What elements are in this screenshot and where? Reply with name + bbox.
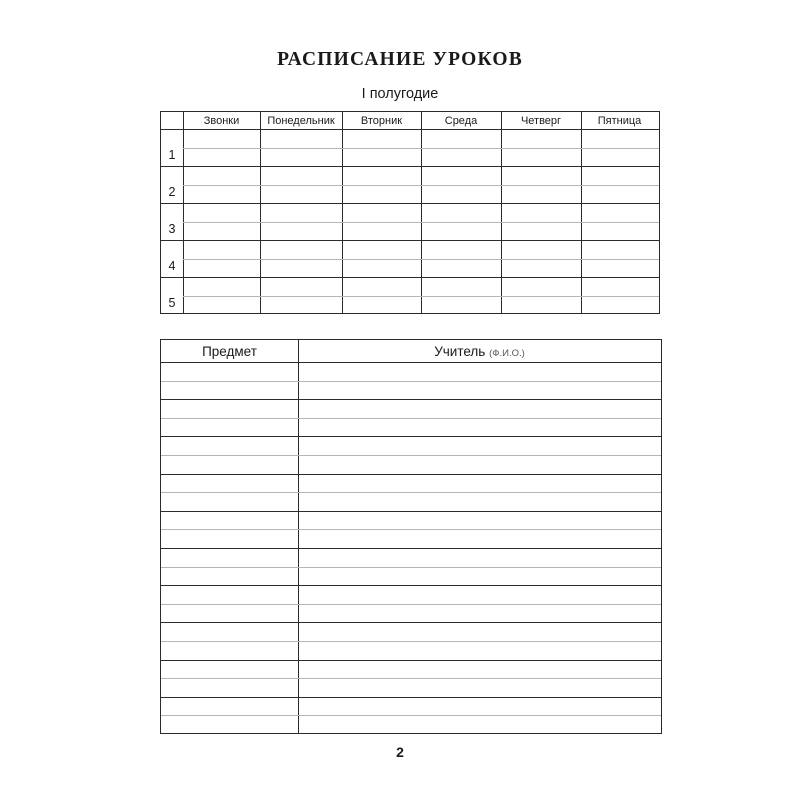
header-divider [161,129,659,130]
column-divider [581,112,582,313]
table-row-midline [161,678,661,679]
column-divider [421,112,422,313]
timetable-corner-cell [161,112,183,129]
table-row-divider [161,622,661,623]
table-row-divider [161,660,661,661]
table-row-divider [161,548,661,549]
table-row-divider [161,697,661,698]
lesson-row-midline [183,148,659,149]
table-row-midline [161,455,661,456]
table-row-midline [161,604,661,605]
lesson-number: 1 [168,148,176,162]
table-row-divider [161,585,661,586]
lesson-row-divider [161,166,659,167]
table-row-divider [161,474,661,475]
lesson-row-midline [183,222,659,223]
table-row-midline [161,567,661,568]
timetable-header [161,112,659,129]
table-row-divider [161,436,661,437]
lesson-row-midline [183,185,659,186]
table-row-divider [161,399,661,400]
page-number: 2 [396,744,404,760]
lesson-row-divider [161,240,659,241]
column-divider [183,112,184,313]
column-divider [501,112,502,313]
page-subtitle: I полугодие [361,86,439,102]
table-row-divider [161,511,661,512]
table-row-midline [161,715,661,716]
table-row-midline [161,492,661,493]
column-divider [342,112,343,313]
teacher-header-note: (Ф.И.О.) [489,348,525,359]
lesson-number: 4 [168,259,176,273]
column-divider [260,112,261,313]
teachers-table [160,339,662,734]
timetable-column-header: Вторник [360,115,403,127]
lesson-row-midline [183,259,659,260]
lesson-row-divider [161,277,659,278]
page-title: РАСПИСАНИЕ УРОКОВ [277,49,523,70]
table-row-midline [161,641,661,642]
subject-column-header [161,340,298,362]
lesson-timetable [160,111,660,314]
timetable-column-header: Звонки [203,115,240,127]
lesson-number: 2 [168,185,176,199]
lesson-number: 3 [168,222,176,236]
table-row-midline [161,418,661,419]
lesson-row-midline [183,296,659,297]
table-row-midline [161,529,661,530]
timetable-column-header: Четверг [520,115,562,127]
lesson-number: 5 [168,296,176,310]
timetable-column-header: Понедельник [267,115,335,127]
timetable-column-header: Пятница [597,115,642,127]
table-row-midline [161,381,661,382]
subject-header-label: Предмет [202,344,257,359]
lesson-row-divider [161,203,659,204]
header-divider [161,362,661,363]
timetable-column-header: Среда [444,115,478,127]
teacher-header-label: Учитель [434,344,486,359]
teacher-column-header [298,340,661,362]
